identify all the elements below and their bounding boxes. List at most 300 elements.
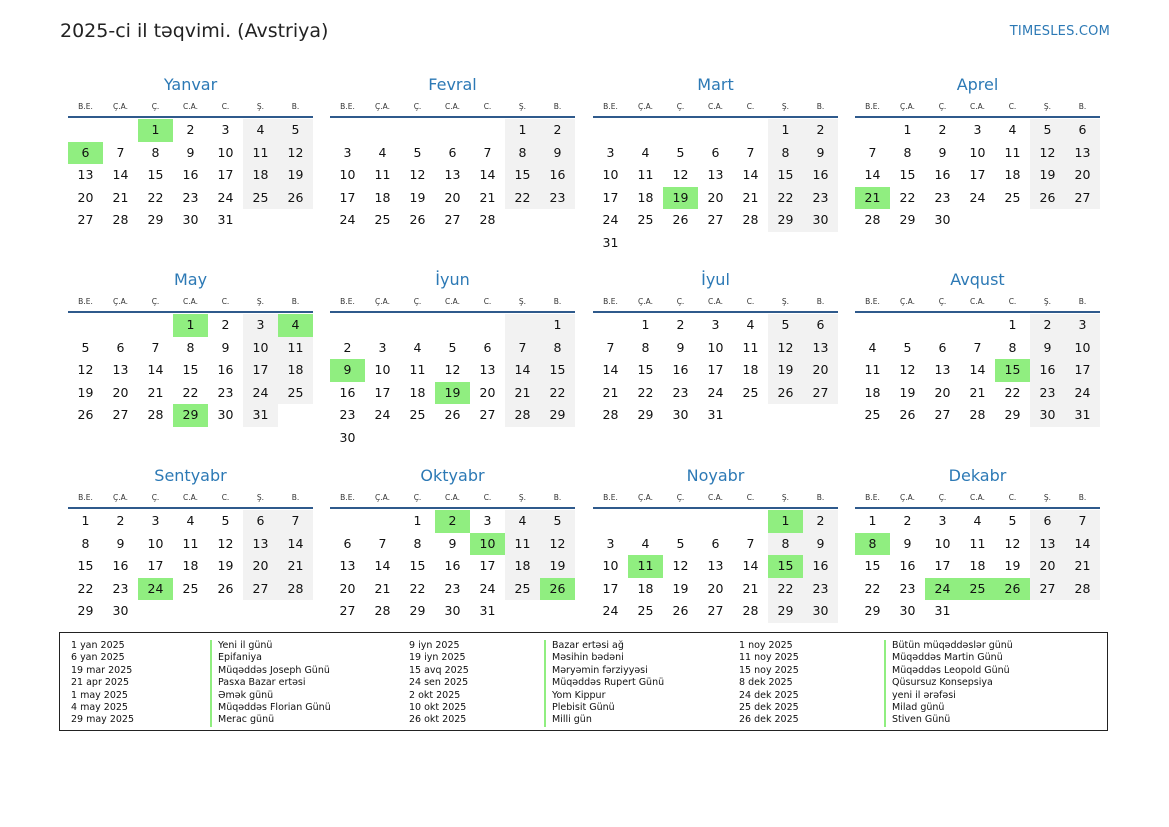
day-cell: 10 — [243, 337, 278, 360]
weekday-label: B.E. — [865, 297, 880, 306]
day-cell: 20 — [243, 555, 278, 578]
day-cell: 23 — [444, 580, 461, 596]
weekday-label: Ç.A. — [112, 102, 128, 111]
month-calendar — [593, 267, 838, 427]
legend-date: 8 dek 2025 — [739, 677, 793, 689]
weekday-label: B.E. — [78, 102, 93, 111]
weekday-label: Ç. — [413, 102, 422, 111]
day-empty — [698, 119, 733, 142]
month-name: Oktyabr — [420, 466, 485, 485]
day-empty — [400, 314, 435, 337]
day-cell: 5 — [676, 535, 685, 551]
day-empty — [593, 314, 628, 337]
weekday-label: Ç.A. — [637, 493, 653, 502]
day-cell: 3 — [343, 144, 352, 160]
day-cell: 4 — [973, 513, 982, 528]
days-grid — [855, 510, 1100, 623]
day-cell: 13 — [707, 558, 724, 573]
day-cell: 15 — [182, 362, 199, 377]
day-empty — [733, 510, 768, 533]
weekday-label: C.A. — [969, 297, 985, 306]
day-cell: 5 — [448, 339, 457, 355]
day-cell-holiday: 1 — [138, 119, 173, 142]
month-name: İyun — [435, 270, 470, 289]
month-calendar — [855, 72, 1100, 232]
day-cell: 22 — [768, 187, 803, 210]
weekday-label: Ç.A. — [637, 102, 653, 111]
day-cell: 24 — [479, 580, 496, 596]
legend-date: 25 dek 2025 — [739, 702, 799, 714]
day-cell: 31 — [934, 603, 951, 618]
day-cell: 31 — [602, 234, 619, 250]
day-cell: 13 — [1065, 142, 1100, 165]
day-cell: 22 — [77, 580, 94, 596]
day-cell: 18 — [637, 580, 654, 596]
day-cell: 20 — [1065, 164, 1100, 187]
day-cell: 26 — [899, 407, 916, 422]
day-cell: 29 — [540, 404, 575, 427]
weekday-label: C.A. — [444, 297, 460, 306]
day-cell: 16 — [339, 384, 356, 400]
day-cell: 2 — [803, 510, 838, 533]
day-cell: 14 — [969, 362, 986, 377]
day-cell: 18 — [742, 362, 759, 377]
weekday-header — [855, 489, 1100, 509]
day-cell: 15 — [899, 167, 916, 182]
day-cell: 10 — [217, 144, 234, 160]
month-name: Fevral — [428, 75, 477, 94]
day-cell: 15 — [147, 167, 164, 182]
legend-name-column — [544, 640, 664, 727]
month-calendar — [68, 72, 313, 232]
weekday-label: B. — [553, 102, 562, 111]
day-cell: 28 — [479, 212, 496, 227]
weekday-label: Ş. — [1043, 297, 1052, 306]
day-empty — [103, 314, 138, 337]
day-cell: 13 — [112, 362, 129, 377]
day-cell: 1 — [413, 513, 422, 528]
day-cell: 11 — [243, 142, 278, 165]
day-cell: 23 — [803, 578, 838, 601]
legend-holiday-name: Milli gün — [544, 714, 664, 726]
day-empty — [663, 510, 698, 533]
days-grid — [68, 510, 313, 623]
day-cell: 5 — [81, 339, 90, 355]
weekday-label: C.A. — [969, 493, 985, 502]
day-empty — [925, 314, 960, 337]
day-cell: 26 — [77, 407, 94, 422]
weekday-label: Ş. — [256, 297, 265, 306]
day-cell: 16 — [444, 558, 461, 573]
day-cell: 13 — [707, 167, 724, 182]
day-cell: 20 — [444, 189, 461, 205]
day-cell: 26 — [1030, 187, 1065, 210]
legend-date: 2 okt 2025 — [409, 689, 461, 701]
weekday-label: Ş. — [256, 102, 265, 111]
day-cell-holiday: 24 — [138, 578, 173, 601]
day-cell: 22 — [768, 578, 803, 601]
day-cell: 23 — [899, 580, 916, 596]
month-calendar — [68, 463, 313, 623]
days-grid — [68, 314, 313, 427]
day-cell-holiday: 15 — [995, 359, 1030, 382]
day-empty — [365, 119, 400, 142]
weekday-label: B.E. — [603, 297, 618, 306]
day-cell: 20 — [339, 580, 356, 596]
day-cell: 10 — [934, 535, 951, 551]
day-cell: 14 — [602, 362, 619, 377]
day-cell: 24 — [707, 384, 724, 400]
day-empty — [663, 119, 698, 142]
day-cell: 26 — [409, 212, 426, 227]
day-cell: 25 — [243, 187, 278, 210]
day-cell: 7 — [483, 144, 492, 160]
day-cell: 4 — [1008, 122, 1017, 137]
day-cell: 1 — [768, 119, 803, 142]
weekday-label: B.E. — [603, 102, 618, 111]
day-cell: 5 — [1008, 513, 1017, 528]
weekday-header — [68, 98, 313, 118]
day-cell: 7 — [606, 339, 615, 355]
day-cell: 18 — [1004, 167, 1021, 182]
days-grid — [593, 119, 838, 254]
day-cell: 22 — [1004, 384, 1021, 400]
legend-holiday-name: Bütün müqəddəslər günü — [884, 640, 1013, 652]
day-cell: 17 — [602, 189, 619, 205]
day-cell: 1 — [81, 513, 90, 528]
weekday-label: B. — [553, 297, 562, 306]
day-cell: 2 — [938, 122, 947, 137]
weekday-label: Ç.A. — [374, 102, 390, 111]
day-cell: 29 — [77, 603, 94, 618]
day-cell: 8 — [413, 535, 422, 551]
day-cell: 19 — [540, 555, 575, 578]
day-cell: 2 — [343, 339, 352, 355]
day-cell: 30 — [803, 600, 838, 623]
day-cell-holiday: 2 — [435, 510, 470, 533]
month-name: Aprel — [956, 75, 999, 94]
legend-name-column — [210, 640, 331, 727]
day-cell: 8 — [505, 142, 540, 165]
day-cell: 11 — [182, 535, 199, 551]
day-cell-holiday: 11 — [628, 555, 663, 578]
day-cell: 29 — [409, 603, 426, 618]
day-cell: 24 — [1065, 382, 1100, 405]
day-cell: 10 — [602, 558, 619, 573]
legend-date-column — [71, 640, 134, 727]
weekday-label: C. — [221, 297, 230, 306]
day-cell: 15 — [637, 362, 654, 377]
day-cell: 25 — [182, 580, 199, 596]
weekday-header — [855, 293, 1100, 313]
weekday-label: C. — [1008, 493, 1017, 502]
day-cell: 3 — [243, 314, 278, 337]
day-cell: 14 — [742, 167, 759, 182]
day-cell: 9 — [221, 339, 230, 355]
day-cell: 13 — [479, 362, 496, 377]
day-cell: 21 — [969, 384, 986, 400]
day-cell: 3 — [483, 513, 492, 528]
weekday-label: Ç. — [938, 297, 947, 306]
day-cell: 17 — [707, 362, 724, 377]
day-cell: 15 — [77, 558, 94, 573]
day-cell: 4 — [243, 119, 278, 142]
day-cell: 11 — [864, 362, 881, 377]
day-cell: 4 — [868, 339, 877, 355]
day-cell: 21 — [602, 384, 619, 400]
day-cell: 30 — [934, 212, 951, 227]
day-cell: 5 — [413, 144, 422, 160]
day-cell-holiday: 8 — [855, 533, 890, 556]
page-title: 2025-ci il təqvimi. (Avstriya) — [60, 20, 329, 42]
day-cell: 25 — [637, 212, 654, 227]
days-grid — [593, 510, 838, 623]
day-cell: 5 — [676, 144, 685, 160]
day-cell: 6 — [448, 144, 457, 160]
day-cell: 12 — [672, 167, 689, 182]
months-grid — [68, 72, 1102, 632]
day-cell: 4 — [746, 317, 755, 332]
day-cell: 9 — [186, 144, 195, 160]
day-cell: 5 — [221, 513, 230, 528]
day-cell: 3 — [221, 122, 230, 137]
day-cell: 6 — [1030, 510, 1065, 533]
day-cell: 13 — [243, 533, 278, 556]
day-cell: 29 — [1004, 407, 1021, 422]
day-cell: 15 — [505, 164, 540, 187]
day-cell: 16 — [540, 164, 575, 187]
day-cell: 12 — [540, 533, 575, 556]
day-cell: 13 — [934, 362, 951, 377]
day-cell: 4 — [378, 144, 387, 160]
day-cell: 16 — [899, 558, 916, 573]
day-cell: 26 — [672, 603, 689, 618]
day-cell: 27 — [243, 578, 278, 601]
day-cell: 7 — [278, 510, 313, 533]
day-cell: 6 — [1065, 119, 1100, 142]
day-cell: 18 — [409, 384, 426, 400]
weekday-label: Ş. — [781, 493, 790, 502]
day-cell: 21 — [374, 580, 391, 596]
day-cell: 17 — [374, 384, 391, 400]
day-cell: 24 — [243, 382, 278, 405]
day-cell: 27 — [707, 212, 724, 227]
day-cell: 22 — [864, 580, 881, 596]
day-cell: 28 — [278, 578, 313, 601]
day-cell: 6 — [711, 535, 720, 551]
weekday-label: Ç. — [413, 297, 422, 306]
day-cell: 13 — [339, 558, 356, 573]
legend-date-column — [409, 640, 469, 727]
weekday-label: Ç.A. — [112, 493, 128, 502]
day-cell: 19 — [409, 189, 426, 205]
day-cell: 23 — [934, 189, 951, 205]
day-cell: 14 — [742, 558, 759, 573]
legend-date: 15 avq 2025 — [409, 664, 469, 676]
weekday-label: C.A. — [707, 493, 723, 502]
day-cell: 1 — [868, 513, 877, 528]
day-cell: 25 — [505, 578, 540, 601]
weekday-label: B. — [291, 493, 300, 502]
day-cell: 4 — [186, 513, 195, 528]
day-cell: 11 — [409, 362, 426, 377]
day-cell: 8 — [768, 142, 803, 165]
day-cell: 14 — [505, 359, 540, 382]
weekday-label: Ç. — [151, 493, 160, 502]
day-cell: 31 — [217, 212, 234, 227]
month-calendar — [330, 463, 575, 623]
day-cell: 23 — [182, 189, 199, 205]
legend-date: 1 yan 2025 — [71, 640, 125, 651]
site-logo-link[interactable]: TIMESLES.COM — [1009, 24, 1110, 39]
day-cell: 28 — [374, 603, 391, 618]
weekday-label: C.A. — [969, 102, 985, 111]
weekday-label: Ş. — [518, 493, 527, 502]
day-cell: 12 — [278, 142, 313, 165]
weekday-label: B. — [816, 493, 825, 502]
day-cell: 13 — [77, 167, 94, 182]
day-cell: 17 — [969, 167, 986, 182]
day-cell: 18 — [637, 189, 654, 205]
day-cell: 30 — [803, 209, 838, 232]
day-cell: 1 — [1008, 317, 1017, 332]
day-cell: 4 — [641, 535, 650, 551]
days-grid — [68, 119, 313, 232]
day-cell: 12 — [444, 362, 461, 377]
day-cell: 20 — [77, 189, 94, 205]
month-name: Sentyabr — [154, 466, 227, 485]
day-cell: 2 — [116, 513, 125, 528]
weekday-label: B.E. — [78, 493, 93, 502]
weekday-header — [330, 489, 575, 509]
weekday-label: C. — [221, 102, 230, 111]
weekday-label: B.E. — [865, 493, 880, 502]
day-cell: 31 — [243, 404, 278, 427]
weekday-label: Ş. — [256, 493, 265, 502]
day-cell: 12 — [768, 337, 803, 360]
days-grid — [855, 314, 1100, 427]
day-cell: 7 — [378, 535, 387, 551]
days-grid — [330, 510, 575, 623]
day-cell: 9 — [676, 339, 685, 355]
day-empty — [365, 510, 400, 533]
weekday-label: C.A. — [182, 297, 198, 306]
day-cell: 29 — [147, 212, 164, 227]
day-cell: 4 — [641, 144, 650, 160]
day-cell: 17 — [1065, 359, 1100, 382]
days-grid — [330, 314, 575, 449]
day-cell: 13 — [803, 337, 838, 360]
day-cell: 21 — [742, 580, 759, 596]
day-cell: 23 — [672, 384, 689, 400]
legend-holiday-name: Epifaniya — [210, 652, 331, 664]
legend-date: 24 dek 2025 — [739, 689, 799, 701]
day-cell: 1 — [505, 119, 540, 142]
legend-holiday-name: Müqəddəs Joseph Günü — [210, 665, 331, 677]
day-cell: 25 — [637, 603, 654, 618]
day-cell: 28 — [147, 407, 164, 422]
day-cell-holiday: 9 — [330, 359, 365, 382]
legend-date: 24 sen 2025 — [409, 677, 469, 689]
day-cell: 23 — [1030, 382, 1065, 405]
day-cell: 26 — [768, 382, 803, 405]
day-cell: 6 — [938, 339, 947, 355]
weekday-label: C.A. — [707, 297, 723, 306]
legend-date: 19 iyn 2025 — [409, 652, 466, 664]
day-cell: 3 — [711, 317, 720, 332]
day-cell: 18 — [374, 189, 391, 205]
day-cell-holiday: 4 — [278, 314, 313, 337]
day-cell-holiday: 19 — [663, 187, 698, 210]
day-cell: 13 — [444, 167, 461, 182]
day-cell: 22 — [147, 189, 164, 205]
day-cell: 30 — [672, 407, 689, 422]
weekday-label: B. — [816, 297, 825, 306]
day-cell: 7 — [746, 144, 755, 160]
day-empty — [330, 510, 365, 533]
day-cell: 7 — [151, 339, 160, 355]
day-cell: 15 — [864, 558, 881, 573]
legend-date: 26 dek 2025 — [739, 714, 799, 726]
day-cell: 8 — [186, 339, 195, 355]
day-cell: 10 — [969, 144, 986, 160]
day-cell: 22 — [899, 189, 916, 205]
day-cell: 10 — [339, 167, 356, 182]
legend-holiday-name: Qüsursuz Konsepsiya — [884, 677, 1013, 689]
legend-holiday-name: Milad günü — [884, 702, 1013, 714]
day-cell: 24 — [602, 603, 619, 618]
day-cell: 7 — [1065, 510, 1100, 533]
day-cell: 26 — [217, 580, 234, 596]
day-cell: 30 — [112, 603, 129, 618]
day-cell: 9 — [803, 533, 838, 556]
legend-date: 26 okt 2025 — [409, 714, 467, 726]
day-cell: 17 — [243, 359, 278, 382]
day-cell: 12 — [1004, 535, 1021, 551]
day-cell: 24 — [602, 212, 619, 227]
day-cell: 19 — [278, 164, 313, 187]
days-grid — [593, 314, 838, 427]
holiday-legend — [59, 632, 1108, 731]
day-cell: 24 — [374, 407, 391, 422]
day-cell: 12 — [899, 362, 916, 377]
day-cell: 20 — [707, 189, 724, 205]
weekday-label: B. — [816, 102, 825, 111]
day-cell: 27 — [77, 212, 94, 227]
day-cell: 3 — [606, 535, 615, 551]
day-cell-holiday: 26 — [995, 578, 1030, 601]
day-cell: 1 — [540, 314, 575, 337]
month-calendar — [330, 72, 575, 232]
day-empty — [470, 314, 505, 337]
day-cell: 24 — [339, 212, 356, 227]
day-cell: 27 — [707, 603, 724, 618]
day-cell: 20 — [934, 384, 951, 400]
day-cell: 27 — [339, 603, 356, 618]
day-cell: 3 — [1065, 314, 1100, 337]
day-cell: 10 — [1065, 337, 1100, 360]
day-cell: 17 — [147, 558, 164, 573]
day-cell: 28 — [742, 212, 759, 227]
weekday-label: C. — [746, 297, 755, 306]
legend-date: 6 yan 2025 — [71, 652, 125, 664]
day-cell: 19 — [672, 580, 689, 596]
day-cell: 30 — [182, 212, 199, 227]
weekday-label: Ş. — [1043, 493, 1052, 502]
day-cell: 9 — [540, 142, 575, 165]
day-cell: 9 — [1030, 337, 1065, 360]
day-cell: 28 — [864, 212, 881, 227]
